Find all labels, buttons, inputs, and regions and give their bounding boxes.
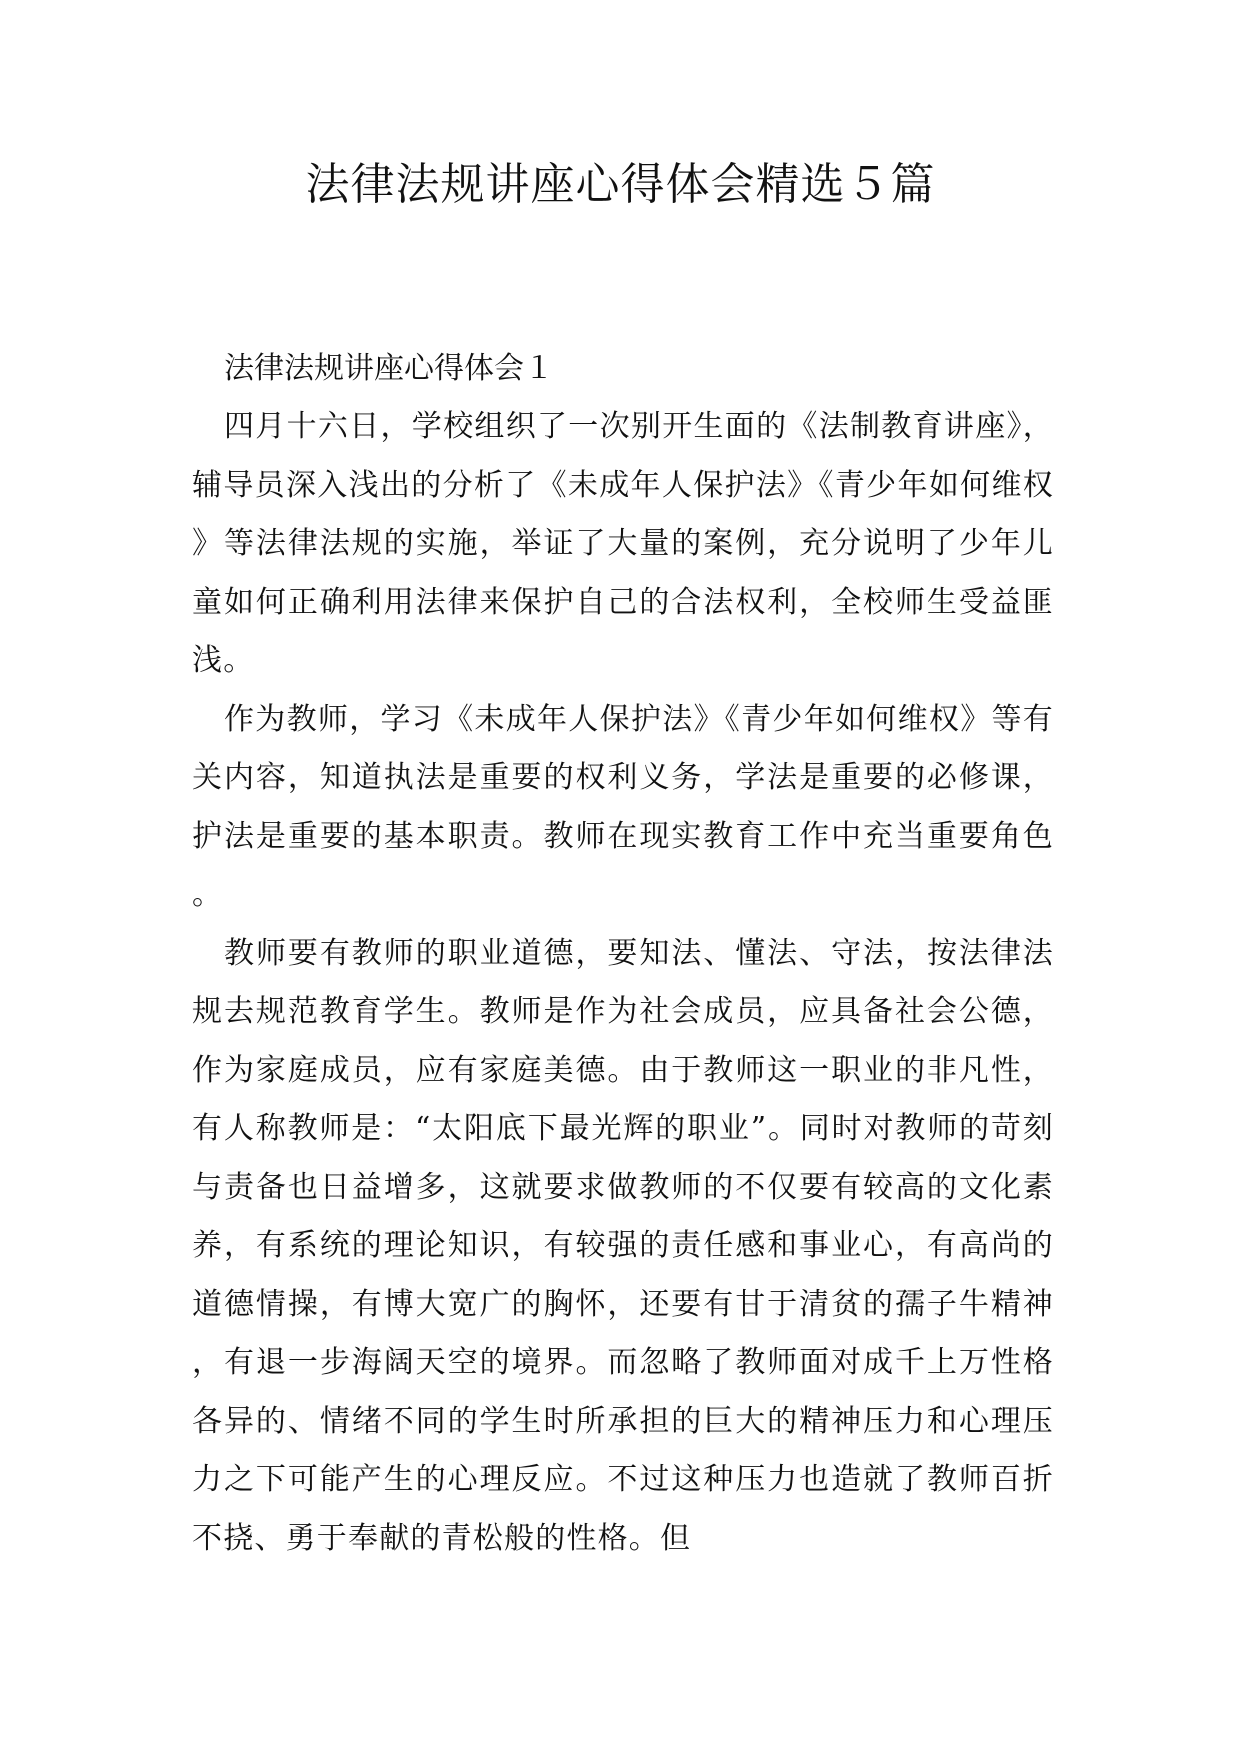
section-heading: 法律法规讲座心得体会１ (224, 351, 554, 386)
document-title: 法律法规讲座心得体会精选５篇 (305, 159, 936, 210)
paragraph: 四月十六日，学校组织了一次别开生面的《法制教育讲座》，辅导员深入浅出的分析了《未成年人保护法》《青少年如何维权》等法律法规的实施，举证了大量的案例，充分说明了少年儿童如何正确利用法律来保护自己的合法权利，全校师生受益匪浅。 (192, 409, 1054, 678)
paragraph: 作为教师，学习《未成年人保护法》《青少年如何维权》等有关内容，知道执法是重要的权利义务，学法是重要的必修课，护法是重要的基本职责。教师在现实教育工作中充当重要角色。 (192, 701, 1054, 912)
document-body (192, 340, 1054, 1568)
paragraph: 教师要有教师的职业道德，要知法、懂法、守法，按法律法规去规范教育学生。教师是作为社会成员，应具备社会公德，作为家庭成员，应有家庭美德。由于教师这一职业的非凡性，有人称教师是：“太阳底下最光辉的职业”。同时对教师的苛刻与责备也日益增多，这就要求做教师的不仅要有较高的文化素养，有系统的理论知识，有较强的责任感和事业心，有高尚的道德情操，有博大宽广的胸怀，还要有甘于清贫的孺子牛精神，有退一步海阔天空的境界。而忽略了教师面对成千上万性格各异的、情绪不同的学生时所承担的巨大的精神压力和心理压力之下可能产生的心理反应。不过这种压力也造就了教师百折不挠、勇于奉献的青松般的性格。但 (192, 935, 1054, 1556)
